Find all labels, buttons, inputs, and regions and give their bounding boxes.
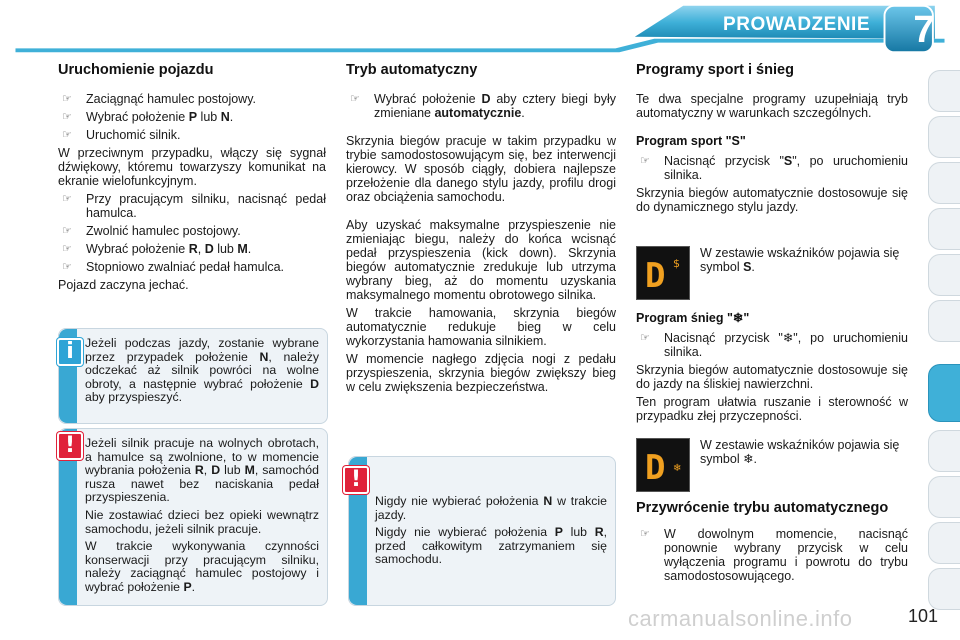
- paragraph: W momencie nagłego zdjęcia nogi z pedału przyspieszenia, skrzynia biegów zwiększy bieg w celu zwiększenia bezpieczeństwa.: [346, 352, 616, 394]
- warning-text: Nie zostawiać dzieci bez opieki wewnątrz samochodu, jeżeli silnik pracuje.: [85, 507, 319, 536]
- display-d-glyph: D: [645, 448, 666, 488]
- pointer-icon: ☞: [640, 528, 650, 540]
- snow-program-block: [636, 310, 908, 423]
- info-text: Jeżeli podczas jazdy, zostanie wybrane przez przypadek położenie N, należy odczekać aż silnik powróci na wolne obroty, a następnie wybrać położenie D aby przyspieszyć.: [85, 336, 319, 405]
- pointer-icon: ☞: [62, 261, 72, 273]
- instrument-display-sport: [636, 246, 690, 300]
- bullet-item: ☞ W dowolnym momencie, nacisnąć ponownie wybrany przycisk w celu wyłączenia programu i powrotu do trybu samodostosowującego.: [640, 527, 908, 583]
- info-icon: i: [57, 338, 83, 366]
- bullet-item: ☞ Nacisnąć przycisk "S", po uruchomieniu silnika.: [640, 154, 908, 182]
- side-tab-5[interactable]: [928, 254, 960, 296]
- side-tab-11[interactable]: [928, 568, 960, 610]
- info-note: [58, 328, 328, 424]
- warning-note: [58, 428, 328, 606]
- side-tab-4[interactable]: [928, 208, 960, 250]
- paragraph: W trakcie hamowania, skrzynia biegów automatycznie redukuje bieg w celu wykorzystania hamowania silnikiem.: [346, 306, 616, 348]
- heading-sport-program: Program sport "S": [636, 134, 746, 148]
- display-s-glyph: $: [673, 257, 680, 270]
- pointer-icon: ☞: [640, 332, 650, 344]
- section-title: PROWADZENIE: [723, 14, 870, 35]
- watermark: carmanualsonline.info: [628, 606, 853, 631]
- side-tab-2[interactable]: [928, 116, 960, 158]
- bullet-item: ☞ Zaciągnąć hamulec postojowy.: [62, 92, 256, 106]
- warning-text: W trakcie wykonywania czynności konserwacji przy pracującym silniku, należy zaciągnąć hamulec postojowy i wybrać położenie P.: [85, 539, 319, 594]
- warning-icon: !: [343, 466, 369, 494]
- column-sport-snow: [636, 62, 908, 214]
- heading-snow-program: Program śnieg "❄": [636, 311, 750, 325]
- return-block: [636, 500, 908, 583]
- pointer-icon: ☞: [62, 111, 72, 123]
- pointer-icon: ☞: [62, 93, 72, 105]
- warning-icon: !: [57, 432, 83, 460]
- pointer-icon: ☞: [62, 243, 72, 255]
- bullet-item: ☞ Przy pracującym silniku, nacisnąć pedał hamulca.: [62, 192, 326, 220]
- display-d-glyph: D: [645, 256, 666, 296]
- display-sport-icon: [637, 247, 689, 299]
- paragraph: Te dwa specjalne programy uzupełniają tryb automatyczny w warunkach szczególnych.: [636, 92, 908, 120]
- side-tab-10[interactable]: [928, 522, 960, 564]
- page-number: 101: [908, 606, 939, 626]
- sport-display-caption: W zestawie wskaźników pojawia się symbol S.: [700, 246, 900, 274]
- paragraph: Ten program ułatwia ruszanie i sterowność w przypadku złej przyczepności.: [636, 395, 908, 423]
- warning-text: Jeżeli silnik pracuje na wolnych obrotach, a hamulce są zwolnione, to w momencie wybrania położenia R, D lub M, samochód rusza nawet bez naciskania pedał przyspieszenia.: [85, 436, 319, 505]
- pointer-icon: ☞: [62, 129, 72, 141]
- paragraph: Skrzynia biegów pracuje w takim przypadku w trybie samodostosowującym się, bez interwencji kierowcy. W sposób ciągły, dobiera najlepsze przełożenie dla danego stylu jazdy, profilu drogi oraz obciążenia samochodu.: [346, 134, 616, 204]
- bullet-item: ☞ Zwolnić hamulec postojowy.: [62, 224, 241, 238]
- side-tab-8[interactable]: [928, 430, 960, 472]
- paragraph: Skrzynia biegów automatycznie dostosowuje się do jazdy na śliskiej nawierzchni.: [636, 363, 908, 391]
- bullet-item: ☞ Nacisnąć przycisk "❄", po uruchomieniu silnika.: [640, 331, 908, 359]
- column-automatic-mode: [346, 62, 616, 394]
- paragraph: Skrzynia biegów automatycznie dostosowuje się do dynamicznego stylu jazdy.: [636, 186, 908, 214]
- pointer-icon: ☞: [62, 193, 72, 205]
- bullet-item: ☞ Wybrać położenie R, D lub M.: [62, 242, 252, 256]
- snow-display-caption: W zestawie wskaźników pojawia się symbol ❄.: [700, 438, 900, 466]
- pointer-icon: ☞: [62, 225, 72, 237]
- warning-text: Nigdy nie wybierać położenia P lub R, przed całkowitym zatrzymaniem się samochodu.: [375, 525, 607, 567]
- display-snowflake-glyph: ❄: [673, 463, 682, 474]
- display-snow-icon: [637, 439, 689, 491]
- bullet-item: ☞ Uruchomić silnik.: [62, 128, 181, 142]
- pointer-icon: ☞: [350, 93, 360, 105]
- chapter-number: 7: [913, 9, 935, 51]
- pointer-icon: ☞: [640, 155, 650, 167]
- paragraph: W przeciwnym przypadku, włączy się sygnał dźwiękowy, któremu towarzyszy komunikat na ekranie wielofunkcyjnym.: [58, 146, 326, 188]
- bullet-item: ☞ Wybrać położenie D aby cztery biegi były zmieniane automatycznie.: [350, 92, 617, 120]
- warning-note: [348, 456, 616, 606]
- heading-start-vehicle: Uruchomienie pojazdu: [58, 62, 214, 78]
- bullet-item: ☞ Wybrać położenie P lub N.: [62, 110, 234, 124]
- side-tab-active[interactable]: [928, 364, 960, 422]
- side-tab-9[interactable]: [928, 476, 960, 518]
- heading-return-automatic: Przywrócenie trybu automatycznego: [636, 500, 889, 516]
- side-tab-3[interactable]: [928, 162, 960, 204]
- heading-automatic-mode: Tryb automatyczny: [346, 62, 478, 78]
- paragraph: Aby uzyskać maksymalne przyspieszenie nie zmieniając biegu, należy do końca wcisnąć pedał przyspieszenia (kick down). Skrzynia biegów automatycznie zredukuje lub utrzyma wybrany bieg, aż do momentu uzyskania maksymalnego momentu obrotowego silnika.: [346, 218, 616, 302]
- side-tab-6[interactable]: [928, 300, 960, 342]
- paragraph: Pojazd zaczyna jechać.: [58, 278, 189, 292]
- heading-sport-snow: Programy sport i śnieg: [636, 62, 794, 78]
- bullet-item: ☞ Stopniowo zwalniać pedał hamulca.: [62, 260, 285, 274]
- side-tab-1[interactable]: [928, 70, 960, 112]
- instrument-display-snow: [636, 438, 690, 492]
- column-start-vehicle: [58, 62, 326, 292]
- warning-text: Nigdy nie wybierać położenia N w trakcie jazdy.: [375, 494, 607, 522]
